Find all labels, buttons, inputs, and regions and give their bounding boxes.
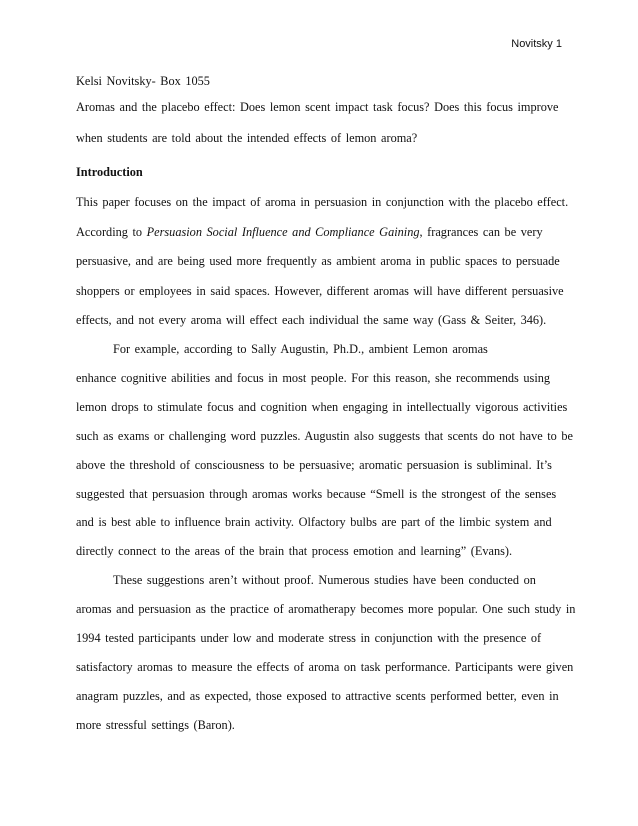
title-line: when students are told about the intended effects of lemon aroma? bbox=[76, 131, 418, 145]
title-line: Aromas and the placebo effect: Does lemon scent impact task focus? Does this focus improve bbox=[76, 100, 559, 114]
paragraph-line: For example, according to Sally Augustin, Ph.D., ambient Lemon aromas bbox=[113, 342, 488, 356]
book-title: Persuasion Social Influence and Compliance Gaining bbox=[146, 225, 420, 239]
author-line: Kelsi Novitsky- Box 1055 bbox=[76, 74, 210, 88]
text-run: According to bbox=[76, 225, 147, 239]
paragraph-line bbox=[76, 225, 543, 239]
paragraph-line: 1994 tested participants under low and moderate stress in conjunction with the presence of bbox=[76, 631, 542, 645]
paragraph-line: above the threshold of consciousness to be persuasive; aromatic persuasion is subliminal. It’s bbox=[76, 458, 552, 472]
running-head: Novitsky 1 bbox=[511, 38, 562, 50]
paragraph-line: such as exams or challenging word puzzles. Augustin also suggests that scents do not have to be bbox=[76, 429, 573, 443]
paragraph-line: satisfactory aromas to measure the effects of aroma on task performance. Participants were given bbox=[76, 660, 574, 674]
paragraph-line: effects, and not every aroma will effect each individual the same way (Gass & Seiter, 346). bbox=[76, 313, 547, 327]
section-heading: Introduction bbox=[76, 165, 143, 179]
paragraph-line: and is best able to influence brain activity. Olfactory bulbs are part of the limbic system and bbox=[76, 515, 552, 529]
paragraph-line: aromas and persuasion as the practice of aromatherapy becomes more popular. One such study in bbox=[76, 602, 576, 616]
paragraph-line: directly connect to the areas of the brain that process emotion and learning” (Evans). bbox=[76, 544, 513, 558]
paragraph-line: more stressful settings (Baron). bbox=[76, 718, 235, 732]
paragraph-line: enhance cognitive abilities and focus in most people. For this reason, she recommends using bbox=[76, 371, 551, 385]
paragraph-line: This paper focuses on the impact of aroma in persuasion in conjunction with the placebo effect. bbox=[76, 195, 569, 209]
paragraph-line: These suggestions aren’t without proof. Numerous studies have been conducted on bbox=[113, 573, 536, 587]
paragraph-line: suggested that persuasion through aromas works because “Smell is the strongest of the senses bbox=[76, 487, 557, 501]
paragraph-line: lemon drops to stimulate focus and cognition when engaging in intellectually vigorous activities bbox=[76, 400, 568, 414]
paragraph-line: persuasive, and are being used more frequently as ambient aroma in public spaces to persuade bbox=[76, 254, 560, 268]
text-run: , fragrances can be very bbox=[419, 225, 543, 239]
paragraph-line: anagram puzzles, and as expected, those exposed to attractive scents performed better, even in bbox=[76, 689, 559, 703]
paragraph-line: shoppers or employees in said spaces. However, different aromas will have different persuasive bbox=[76, 284, 564, 298]
